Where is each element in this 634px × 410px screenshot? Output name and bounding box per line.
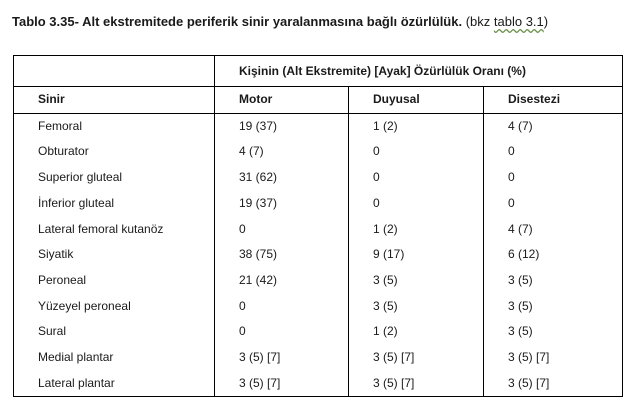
table-row bbox=[14, 294, 623, 320]
cell-disestezi: 3 (5) [7] bbox=[484, 345, 623, 371]
cell-duyusal: 1 (2) bbox=[349, 217, 484, 243]
column-header-motor: Motor bbox=[215, 87, 349, 114]
cell-sinir: Peroneal bbox=[14, 268, 215, 294]
cell-sinir: Lateral plantar bbox=[14, 371, 215, 397]
table-row bbox=[14, 371, 623, 397]
cell-disestezi: 6 (12) bbox=[484, 242, 623, 268]
cell-duyusal: 1 (2) bbox=[349, 113, 484, 139]
column-header-duyusal: Duyusal bbox=[349, 87, 484, 114]
group-header-empty-cell bbox=[14, 56, 215, 87]
table-row bbox=[14, 268, 623, 294]
cell-duyusal: 1 (2) bbox=[349, 319, 484, 345]
cell-motor: 38 (75) bbox=[215, 242, 349, 268]
cell-motor: 3 (5) [7] bbox=[215, 371, 349, 397]
table-row bbox=[14, 165, 623, 191]
disability-table bbox=[13, 55, 623, 397]
cell-duyusal: 3 (5) bbox=[349, 268, 484, 294]
cell-sinir: Femoral bbox=[14, 113, 215, 139]
cell-motor: 4 (7) bbox=[215, 139, 349, 165]
caption-reference bbox=[466, 14, 548, 29]
cell-duyusal: 3 (5) [7] bbox=[349, 371, 484, 397]
caption-ref-link: tablo 3.1 bbox=[493, 14, 544, 29]
table-row bbox=[14, 191, 623, 217]
cell-disestezi: 3 (5) bbox=[484, 319, 623, 345]
group-header-cell: Kişinin (Alt Ekstremite) [Ayak] Özürlülük Oranı (%) bbox=[215, 56, 623, 87]
table-row bbox=[14, 217, 623, 243]
cell-motor: 0 bbox=[215, 319, 349, 345]
cell-motor: 3 (5) [7] bbox=[215, 345, 349, 371]
cell-disestezi: 3 (5) bbox=[484, 294, 623, 320]
cell-sinir: Sural bbox=[14, 319, 215, 345]
cell-motor: 19 (37) bbox=[215, 191, 349, 217]
table-row bbox=[14, 113, 623, 139]
caption-ref-open: (bkz bbox=[465, 14, 494, 29]
cell-sinir: Obturator bbox=[14, 139, 215, 165]
table-row bbox=[14, 242, 623, 268]
table-row bbox=[14, 319, 623, 345]
cell-sinir: Siyatik bbox=[14, 242, 215, 268]
table-caption bbox=[12, 14, 548, 29]
cell-motor: 0 bbox=[215, 217, 349, 243]
cell-duyusal: 3 (5) [7] bbox=[349, 345, 484, 371]
table-row bbox=[14, 345, 623, 371]
cell-disestezi: 0 bbox=[484, 165, 623, 191]
cell-duyusal: 0 bbox=[349, 191, 484, 217]
cell-sinir: Yüzeyel peroneal bbox=[14, 294, 215, 320]
column-header-sinir: Sinir bbox=[14, 87, 215, 114]
cell-disestezi: 0 bbox=[484, 139, 623, 165]
cell-sinir: Lateral femoral kutanöz bbox=[14, 217, 215, 243]
cell-sinir: İnferior gluteal bbox=[14, 191, 215, 217]
table-body bbox=[14, 56, 623, 397]
cell-disestezi: 4 (7) bbox=[484, 113, 623, 139]
group-header-row bbox=[14, 56, 623, 87]
cell-duyusal: 0 bbox=[349, 165, 484, 191]
cell-duyusal: 0 bbox=[349, 139, 484, 165]
cell-motor: 21 (42) bbox=[215, 268, 349, 294]
cell-disestezi: 3 (5) [7] bbox=[484, 371, 623, 397]
caption-title: Tablo 3.35- Alt ekstremitede periferik sinir yaralanmasına bağlı özürlülük. bbox=[12, 14, 463, 29]
cell-duyusal: 3 (5) bbox=[349, 294, 484, 320]
cell-sinir: Superior gluteal bbox=[14, 165, 215, 191]
cell-motor: 19 (37) bbox=[215, 113, 349, 139]
column-header-disestezi: Disestezi bbox=[484, 87, 623, 114]
cell-disestezi: 4 (7) bbox=[484, 217, 623, 243]
cell-disestezi: 0 bbox=[484, 191, 623, 217]
column-header-row bbox=[14, 87, 623, 114]
caption-ref-close: ) bbox=[543, 14, 549, 29]
cell-sinir: Medial plantar bbox=[14, 345, 215, 371]
cell-duyusal: 9 (17) bbox=[349, 242, 484, 268]
cell-motor: 31 (62) bbox=[215, 165, 349, 191]
cell-motor: 0 bbox=[215, 294, 349, 320]
table-row bbox=[14, 139, 623, 165]
cell-disestezi: 3 (5) bbox=[484, 268, 623, 294]
